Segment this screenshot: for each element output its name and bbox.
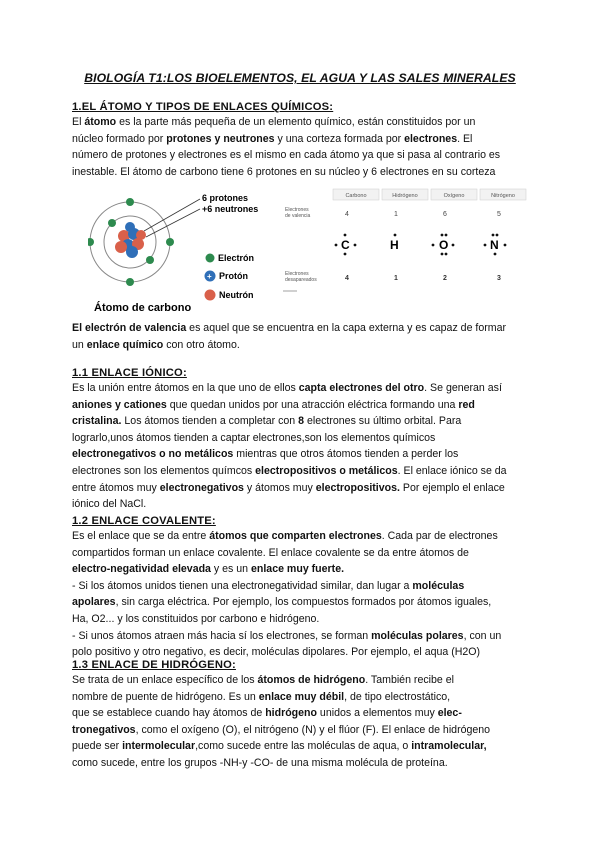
- svg-text:+: +: [207, 272, 212, 281]
- text-line: apolares, sin carga eléctrica. Por ejemplo, los compuestos formados por átomos iguales,: [72, 596, 492, 609]
- paragraph-valence: [72, 320, 532, 353]
- text-line: Es la unión entre átomos en la que uno de ellos capta electrones del otro. Se generan así: [72, 382, 502, 394]
- symbol-oxygen: O: [439, 238, 449, 252]
- text-line: Ha, O2... y los constituidos por carbono e hidrógeno.: [72, 612, 320, 625]
- legend-neutron-icon: [205, 290, 216, 301]
- text-line: entre átomos muy electronegativos y átomos muy electropositivos. Por ejemplo el enlace: [72, 481, 505, 494]
- neutrons-label: +6 neutrones: [202, 204, 259, 214]
- electron-particle: [108, 219, 116, 227]
- text-line: como sucede, entre los grupos -NH-y -CO- de una misma molécula de proteína.: [72, 756, 448, 769]
- carbon-atom-figure: [88, 187, 270, 317]
- text-line: electronegativos o no metálicos mientras que otros átomos tienden a perder los: [72, 448, 459, 461]
- text-line: Es el enlace que se da entre átomos que comparten electrones. Cada par de electrones: [72, 530, 498, 542]
- text-line: electro-negatividad elevada y es un enlace muy fuerte.: [72, 563, 345, 576]
- text-line: inestable. El átomo de carbono tiene 6 protones en su núcleo y 6 electrones en su corteza: [72, 165, 496, 178]
- row-label: Electrones: [285, 271, 309, 277]
- text-line: número de protones y electrones es el mismo en cada átomo ya que si pasa al contrario es: [72, 149, 501, 162]
- neutron-particle: [115, 241, 127, 253]
- neutron-particle: [136, 230, 146, 240]
- legend-electron-icon: [206, 254, 215, 263]
- column-header: Oxígeno: [443, 193, 465, 199]
- cell-value: 6: [443, 211, 447, 218]
- document-title: BIOLOGÍA T1:LOS BIOELEMENTOS, EL AGUA Y LAS SALES MINERALES: [84, 71, 516, 85]
- column-header: Hidrógeno: [392, 193, 418, 199]
- paragraph-ionic-bond: [72, 380, 532, 513]
- symbol-nitrogen: N: [490, 238, 499, 252]
- legend-electron: Electrón: [218, 253, 255, 263]
- legend-neutron: Neutrón: [219, 290, 254, 300]
- text-line: - Si unos átomos atraen más hacia sí los electrones, se forman moléculas polares, con un: [72, 629, 502, 642]
- electron-particle: [146, 256, 154, 264]
- electron-particle: [126, 278, 134, 286]
- text-line: polo positivo y otro negativo, es decir, moléculas dipolares. Por ejemplo, el aqua (H2O): [72, 646, 481, 659]
- text-line: aniones y cationes que quedan unidos por una atracción eléctrica formando una red: [72, 398, 475, 411]
- text-line: compartidos forman un enlace covalente. El enlace covalente se da entre átomos de: [72, 546, 469, 559]
- proton-particle: [125, 222, 135, 232]
- pointer-line: [146, 209, 200, 237]
- row-label: desapareados: [285, 277, 317, 283]
- heading-atom: 1.EL ÁTOMO Y TIPOS DE ENLACES QUÍMICOS:: [72, 101, 334, 113]
- electron-particle: [166, 238, 174, 246]
- electron-particle: [126, 198, 134, 206]
- heading-ionic-bond: 1.1 ENLACE IÓNICO:: [72, 367, 187, 379]
- cell-value: 3: [497, 275, 501, 282]
- legend-proton: Protón: [219, 271, 248, 281]
- pointer-line: [144, 199, 200, 231]
- electron-particle: [88, 238, 94, 246]
- heading-hydrogen-bond: 1.3 ENLACE DE HIDRÓGENO:: [72, 659, 236, 671]
- cell-value: 1: [394, 211, 398, 218]
- column-header: Carbono: [345, 193, 367, 199]
- cell-value: 1: [394, 275, 398, 282]
- heading-covalent-bond: 1.2 ENLACE COVALENTE:: [72, 515, 216, 527]
- text-line: lograrlo,unos átomos tienden a captar electrones,son los elementos químicos: [72, 431, 436, 444]
- symbol-carbon: C: [341, 238, 350, 252]
- text-line: El átomo es la parte más pequeña de un elemento químico, están constituidos por un: [72, 116, 476, 128]
- column-header: Nitrógeno: [491, 193, 515, 199]
- symbol-hydrogen: H: [390, 238, 399, 252]
- paragraph-atom: [72, 114, 532, 180]
- text-line: - Si los átomos unidos tienen una electronegatividad similar, dan lugar a moléculas: [72, 579, 465, 592]
- nucleus: [115, 222, 146, 258]
- row-label: de valencia: [285, 213, 311, 219]
- cell-value: 5: [497, 211, 501, 218]
- cell-value: 4: [345, 211, 349, 218]
- text-line: un enlace químico con otro átomo.: [72, 338, 240, 351]
- cell-value: 2: [443, 275, 447, 282]
- row-label: Electrones: [285, 207, 309, 213]
- text-line: que se establece cuando hay átomos de hidrógeno unidos a elementos muy elec-: [72, 707, 462, 720]
- text-line: iónico del NaCl.: [72, 498, 147, 511]
- valence-table-figure: [283, 187, 528, 293]
- figure-caption: Átomo de carbono: [94, 302, 192, 314]
- text-line: cristalina. Los átomos tienden a completar con 8 electrones su último orbital. Para: [72, 415, 462, 428]
- text-line: nombre de puente de hidrógeno. Es un enlace muy débil, de tipo electrostático,: [72, 690, 451, 703]
- text-line: tronegativos, como el oxígeno (O), el nitrógeno (N) y el flúor (F). El enlace de hidrógeno: [72, 723, 491, 736]
- proton-particle: [126, 246, 138, 258]
- text-line: Se trata de un enlace específico de los átomos de hidrógeno. También recibe el: [72, 674, 454, 686]
- text-line: electrones son los elementos químcos electropositivos o metálicos. El enlace iónico se da: [72, 464, 507, 477]
- paragraph-covalent-bond: [72, 528, 532, 661]
- text-line: El electrón de valencia es aquel que se encuentra en la capa externa y es capaz de formar: [72, 322, 507, 334]
- text-line: núcleo formado por protones y neutrones y una corteza formada por electrones. El: [72, 132, 473, 145]
- text-line: puede ser intermolecular,como sucede entre las moléculas de aqua, o intramolecular,: [72, 740, 487, 753]
- paragraph-hydrogen-bond: [72, 672, 532, 772]
- protons-label: 6 protones: [202, 193, 249, 203]
- cell-value: 4: [345, 275, 349, 282]
